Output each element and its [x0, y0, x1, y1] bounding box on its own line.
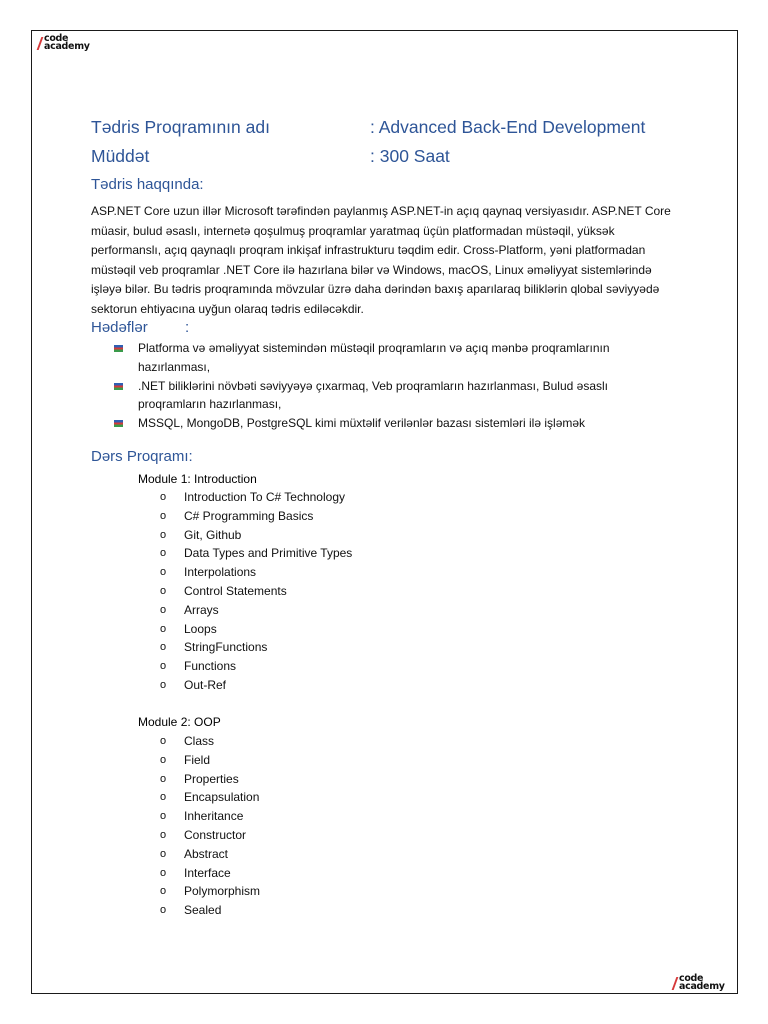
goals-heading [91, 319, 190, 336]
goals-heading-colon: : [185, 319, 190, 336]
topic-item [160, 488, 352, 507]
circle-bullet-icon: o [160, 753, 167, 766]
goal-text: .NET biliklərini növbəti səviyyəyə çıxarmaq, Veb proqramların hazırlanması, Bulud əsaslı proqramların hazırlanması, [138, 378, 608, 411]
topic-item [160, 882, 260, 901]
topic-item [160, 901, 260, 920]
page-border [31, 30, 738, 994]
topic-item [160, 563, 352, 582]
topic-item [160, 807, 260, 826]
program-title-value: : Advanced Back-End Development [370, 117, 646, 137]
circle-bullet-icon: o [160, 528, 167, 541]
program-duration-label: Müddət [91, 146, 150, 166]
circle-bullet-icon: o [160, 791, 167, 804]
program-duration-value: : 300 Saat [370, 146, 450, 166]
topic-text: Class [184, 734, 215, 748]
flag-bullet-icon [114, 420, 123, 427]
circle-bullet-icon: o [160, 866, 167, 879]
module-1-title: Module 1: Introduction [138, 472, 257, 486]
circle-bullet-icon: o [160, 828, 167, 841]
topic-text: Polymorphism [184, 884, 261, 899]
code-academy-logo-top [39, 35, 90, 51]
circle-bullet-icon: o [160, 847, 167, 860]
circle-bullet-icon: o [160, 885, 167, 898]
topic-item [160, 620, 352, 639]
topic-text: Data Types and Primitive Types [184, 546, 353, 561]
topic-item [160, 845, 260, 864]
topic-text: Encapsulation [184, 790, 260, 805]
logo-word-academy: academy [44, 41, 90, 52]
topic-text: Abstract [184, 846, 229, 861]
topic-text: Loops [184, 621, 217, 636]
topic-item [160, 676, 352, 695]
goal-text: Platforma və əməliyyat sistemindən müstəqil proqramların və açıq mənbə proqramlarının hazırlanması, [138, 341, 610, 374]
circle-bullet-icon: o [160, 509, 167, 522]
topic-item [160, 601, 352, 620]
circle-bullet-icon: o [160, 660, 167, 673]
topic-text: StringFunctions [184, 640, 268, 655]
code-academy-logo-bottom [674, 975, 725, 991]
circle-bullet-icon: o [160, 810, 167, 823]
topic-text: C# Programming Basics [184, 508, 314, 523]
goal-item [114, 339, 674, 376]
program-title-label: Tədris Proqramının adı [91, 117, 270, 137]
topic-item [160, 657, 352, 676]
module-2-title: Module 2: OOP [138, 715, 221, 729]
circle-bullet-icon: o [160, 622, 167, 635]
goal-text: MSSQL, MongoDB, PostgreSQL kimi müxtəlif verilənlər bazası sistemləri ilə işləmək [138, 416, 586, 430]
circle-bullet-icon: o [160, 641, 167, 654]
goals-list [114, 339, 674, 433]
goal-item [114, 377, 674, 414]
goal-item [114, 414, 674, 433]
topic-item [160, 638, 352, 657]
flag-bullet-icon [114, 345, 123, 352]
topic-text: Sealed [184, 903, 222, 918]
topic-text: Arrays [184, 602, 219, 617]
topic-item [160, 864, 260, 883]
topic-item [160, 826, 260, 845]
flag-bullet-icon [114, 383, 123, 390]
circle-bullet-icon: o [160, 735, 167, 747]
circle-bullet-icon: o [160, 566, 167, 579]
topic-item [160, 770, 260, 789]
topic-item [160, 732, 260, 751]
circle-bullet-icon: o [160, 547, 167, 560]
goals-heading-label: Hədəflər [91, 319, 148, 336]
circle-bullet-icon: o [160, 603, 167, 616]
module-2-topic-list [160, 732, 260, 920]
curriculum-heading: Dərs Proqramı: [91, 448, 193, 465]
topic-item [160, 751, 260, 770]
topic-text: Git, Github [184, 527, 242, 542]
circle-bullet-icon: o [160, 678, 167, 691]
circle-bullet-icon: o [160, 491, 167, 503]
topic-text: Constructor [184, 827, 247, 842]
program-duration-row [91, 146, 450, 167]
topic-text: Functions [184, 659, 237, 674]
about-heading: Tədris haqqında: [91, 176, 204, 193]
logo-word-code: code [679, 973, 704, 984]
topic-text: Field [184, 752, 211, 767]
topic-text: Interface [184, 865, 231, 880]
topic-text: Interpolations [184, 565, 257, 580]
topic-item [160, 526, 352, 545]
program-title-row [91, 117, 646, 138]
topic-text: Out-Ref [184, 677, 227, 692]
topic-text: Introduction To C# Technology [184, 490, 345, 504]
circle-bullet-icon: o [160, 584, 167, 597]
topic-text: Properties [184, 771, 239, 786]
topic-text: Inheritance [184, 809, 244, 824]
logo-word-academy: academy [679, 981, 725, 992]
topic-item [160, 788, 260, 807]
circle-bullet-icon: o [160, 904, 167, 917]
circle-bullet-icon: o [160, 772, 167, 785]
topic-item [160, 582, 352, 601]
topic-item [160, 544, 352, 563]
about-paragraph: ASP.NET Core uzun illər Microsoft tərəfindən paylanmış ASP.NET-in açıq qaynaq versiyasıdır. ASP.NET Core müasir, bulud əsaslı, internetə qoşulmuş proqramlar yaratmaq üçün platformadan müstəqil, yüksək performanslı, açıq qaynaqlı proqram inkişaf infrastrukturu təqdim edir. Cross-Platform, yəni platformadan müstəqil veb proqramlar .NET Core ilə hazırlana bilər və Windows, macOS, Linux əməliyyat sistemlərində işləyə bilər. Bu tədris proqramında mövzular üzrə daha dərindən baxış aparılaraq biliklərin qlobal səviyyədə sektorun ehtiyacına uyğun olaraq tədris ediləcəkdir. [91, 204, 671, 316]
logo-word-code: code [44, 33, 69, 44]
topic-item [160, 507, 352, 526]
topic-text: Control Statements [184, 583, 287, 598]
module-1-topic-list [160, 488, 352, 695]
